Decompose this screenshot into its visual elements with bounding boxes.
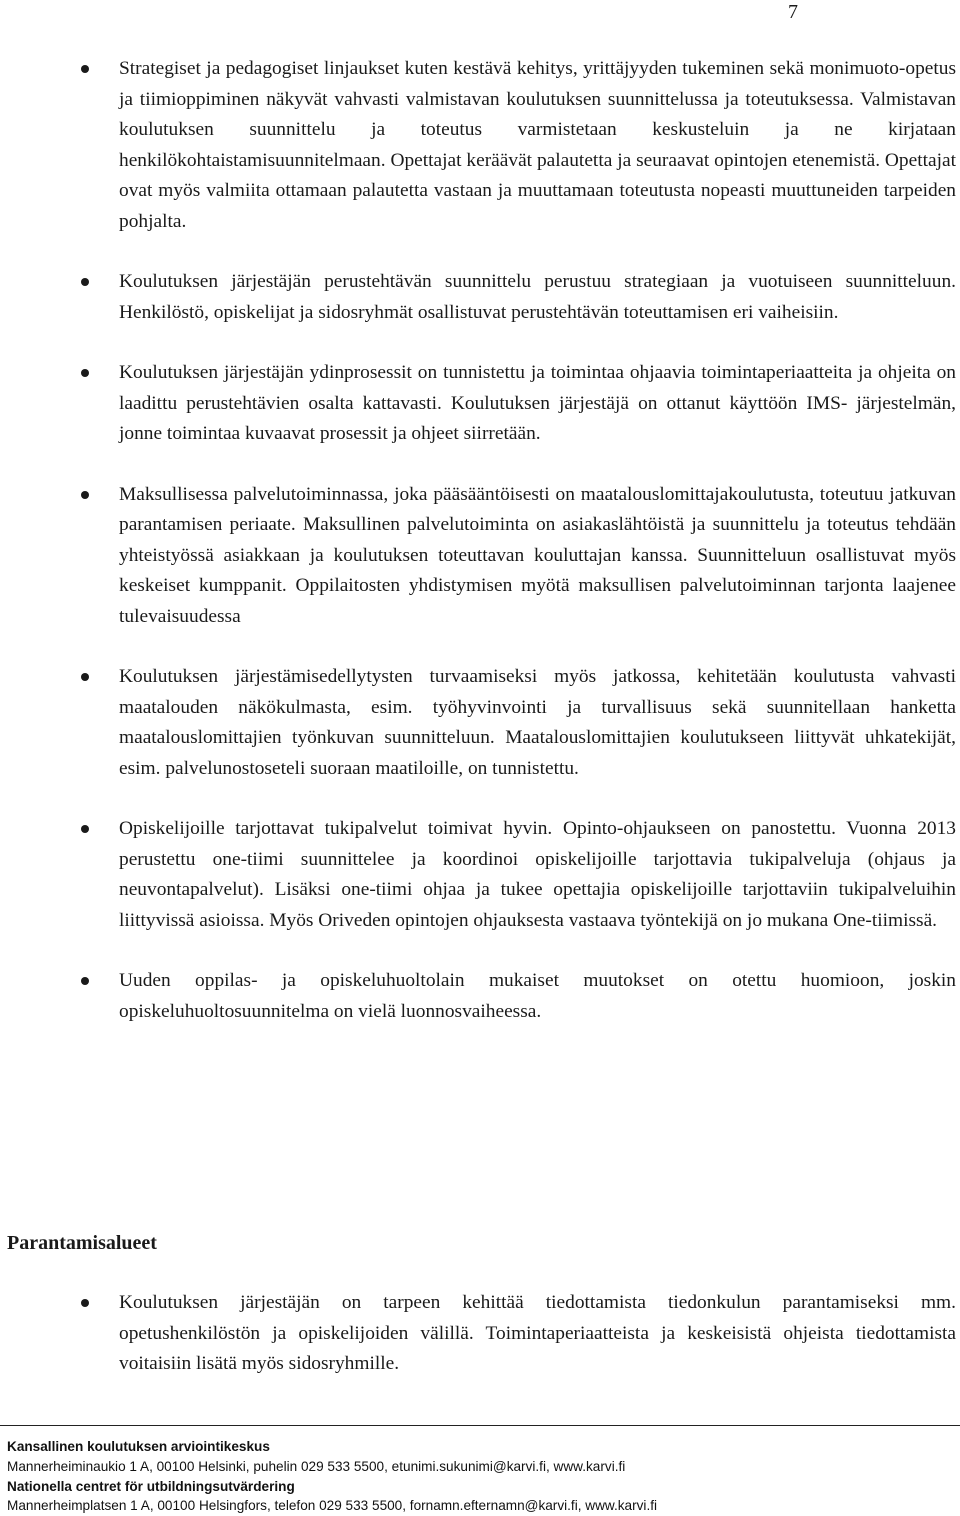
list-item — [0, 480, 960, 633]
list-item — [0, 54, 960, 237]
bullet-icon — [81, 977, 89, 985]
section-heading: Parantamisalueet — [7, 1232, 157, 1254]
bullet-icon — [81, 673, 89, 681]
list-item — [0, 267, 960, 328]
list-item-text: Strategiset ja pedagogiset linjaukset kuten kestävä kehitys, yrittäjyyden tukeminen sekä monimuoto-opetus ja tiimioppiminen näkyvät vahvasti valmistavan koulutuksen suunnittelussa ja toteutuksessa. Valmistavan koulutuksen suunnittelu ja toteutus varmistetaan keskusteluin ja ne kirjataan henkilökohtaistamisuunnitelmaan. Opettajat keräävät palautetta ja seuraavat opintojen etenemistä. Opettajat ovat myös valmiita ottamaan palautetta vastaan ja muuttamaan toteutusta nopeasti muuttuneiden tarpeiden pohjalta. — [119, 58, 956, 232]
list-item-text: Koulutuksen järjestäjän ydinprosessit on tunnistettu ja toimintaa ohjaavia toimintaperiaatteita ja ohjeita on laadittu perustehtävien osalta kattavasti. Koulutuksen järjestäjä on ottanut käyttöön IMS- järjestelmän, jonne toimintaa kuvaavat prosessit ja ohjeet siirretään. — [119, 362, 956, 444]
bullet-list-improvements — [0, 1288, 960, 1380]
footer-org-sv: Nationella centret för utbildningsutvärdering — [7, 1478, 295, 1494]
list-item-text: Maksullisessa palvelutoiminnassa, joka pääsääntöisesti on maatalouslomittajakoulutusta, toteutuu jatkuvan parantamisen periaate. Maksullinen palvelutoiminta on asiakaslähtöistä ja suunnittelu ja toteutus tehdään yhteistyössä asiakkaan ja koulutuksen toteuttavan kouluttajan kanssa. Suunnitteluun osallistuvat myös keskeiset kumppanit. Oppilaitosten yhdistymisen myötä maksullisen palvelutoiminnan tarjonta laajenee tulevaisuudessa — [119, 483, 956, 627]
list-item — [0, 358, 960, 450]
page-footer — [0, 1425, 960, 1516]
list-item-text: Koulutuksen järjestäjän perustehtävän suunnittelu perustuu strategiaan ja vuotuiseen suunnitteluun. Henkilöstö, opiskelijat ja sidosryhmät osallistuvat perustehtävän toteuttamisen eri vaiheisiin. — [119, 271, 956, 323]
list-item — [0, 814, 960, 936]
bullet-list-strengths — [0, 54, 960, 1027]
bullet-icon — [81, 369, 89, 377]
footer-org-fi: Kansallinen koulutuksen arviointikeskus — [7, 1439, 270, 1454]
list-item — [0, 662, 960, 784]
list-item-text: Koulutuksen järjestämisedellytysten turvaamiseksi myös jatkossa, kehitetään koulutusta vahvasti maatalouden näkökulmasta, esim. työhyvinvointi ja turvallisuus sekä suunnitellaan hanketta maatalouslomittajien työnkuvan suunnitteluun. Maatalouslomittajien koulutukseen liittyvät uhkatekijät, esim. palvelunostoseteli suoraan maatiloille, on tunnistettu. — [119, 666, 956, 779]
bullet-icon — [81, 825, 89, 833]
list-item-text: Koulutuksen järjestäjän on tarpeen kehittää tiedottamista tiedonkulun parantamiseksi mm. opetushenkilöstön ja opiskelijoiden välillä. Toimintaperiaatteista ja keskeisistä ohjeista tiedottamista voitaisiin lisätä myös sidosryhmille. — [119, 1292, 956, 1374]
page-number: 7 — [788, 1, 798, 23]
list-item-text: Uuden oppilas- ja opiskeluhuoltolain mukaiset muutokset on otettu huomioon, joskin opiskeluhuoltosuunnitelma on vielä luonnosvaiheessa. — [119, 970, 956, 1022]
footer-address-sv: Mannerheimplatsen 1 A, 00100 Helsingfors, telefon 029 533 5500, fornamn.efternamn@karvi.fi, www.karvi.fi — [7, 1498, 658, 1514]
bullet-icon — [81, 65, 89, 73]
bullet-icon — [81, 1299, 89, 1307]
list-item-text: Opiskelijoille tarjottavat tukipalvelut toimivat hyvin. Opinto-ohjaukseen on panostettu. Vuonna 2013 perustettu one-tiimi suunnittelee ja koordinoi opiskelijoille tarjottavia tukipalveluja (ohjaus ja neuvontapalvelut). Lisäksi one-tiimi ohjaa ja tukee opettajia opiskelijoille tarjottaviin tukipalveluihin liittyvissä asioissa. Myös Oriveden opintojen ohjauksesta vastaava työntekijä on jo mukana One-tiimissä. — [119, 818, 956, 931]
list-item — [0, 1288, 960, 1380]
bullet-icon — [81, 278, 89, 286]
bullet-icon — [81, 491, 89, 499]
footer-address-fi: Mannerheiminaukio 1 A, 00100 Helsinki, puhelin 029 533 5500, etunimi.sukunimi@karvi.fi, www.karvi.fi — [7, 1458, 626, 1474]
list-item — [0, 966, 960, 1027]
